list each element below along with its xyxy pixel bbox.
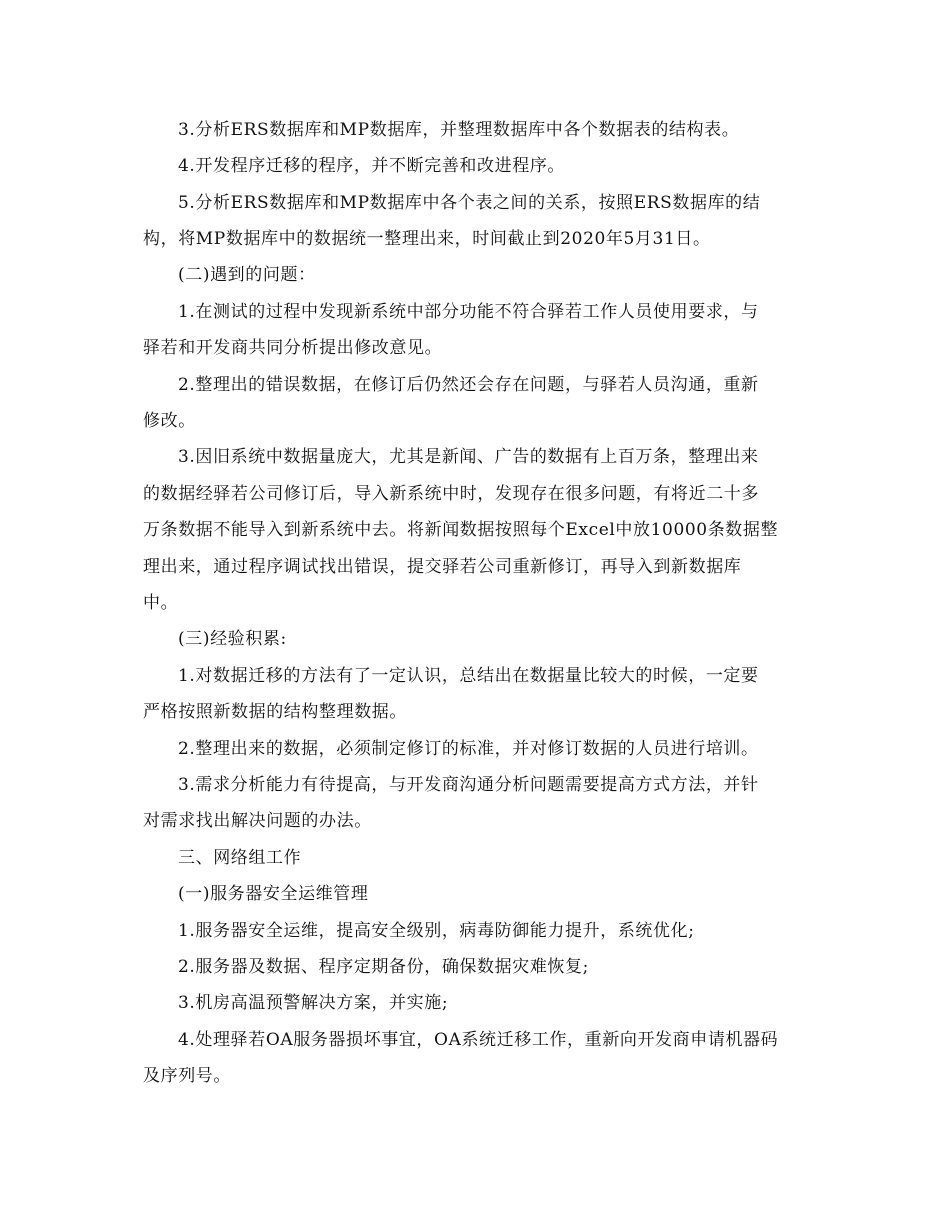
section-heading: (二)遇到的问题：	[178, 265, 316, 285]
paragraph-line: 构，将MP数据库中的数据统一整理出来，时间截止到2020年5月31日。	[143, 229, 711, 249]
paragraph-line: 万条数据不能导入到新系统中去。将新闻数据按照每个Excel中放10000条数据整	[143, 520, 779, 540]
section-heading: 三、网络组工作	[178, 848, 302, 868]
paragraph-line: 中。	[143, 593, 179, 613]
paragraph-line: 4.开发程序迁移的程序，并不断完善和改进程序。	[178, 156, 566, 176]
section-heading: (三)经验积累:	[178, 629, 287, 649]
paragraph-line: 3.因旧系统中数据量庞大，尤其是新闻、广告的数据有上百万条，整理出来	[178, 447, 759, 467]
paragraph-line: 理出来，通过程序调试找出错误，提交驿若公司重新修订，再导入到新数据库	[143, 557, 742, 577]
paragraph-line: 3.需求分析能力有待提高，与开发商沟通分析问题需要提高方式方法，并针	[178, 775, 759, 795]
paragraph-line: 5.分析ERS数据库和MP数据库中各个表之间的关系，按照ERS数据库的结	[178, 193, 761, 213]
paragraph-line: 修改。	[143, 411, 196, 431]
paragraph-line: 1.对数据迁移的方法有了一定认识，总结出在数据量比较大的时候，一定要	[178, 666, 759, 686]
paragraph-line: 3.分析ERS数据库和MP数据库，并整理数据库中各个数据表的结构表。	[178, 120, 740, 140]
paragraph-line: 2.服务器及数据、程序定期备份，确保数据灾难恢复;	[178, 957, 589, 977]
paragraph-line: 对需求找出解决问题的办法。	[143, 811, 372, 831]
section-heading: (一)服务器安全运维管理	[178, 884, 369, 904]
paragraph-line: 2.整理出的错误数据，在修订后仍然还会存在问题，与驿若人员沟通，重新	[178, 375, 759, 395]
paragraph-line: 2.整理出来的数据，必须制定修订的标准，并对修订数据的人员进行培训。	[178, 739, 759, 759]
paragraph-line: 1.在测试的过程中发现新系统中部分功能不符合驿若工作人员使用要求，与	[178, 302, 759, 322]
paragraph-line: 3.机房高温预警解决方案，并实施;	[178, 993, 449, 1013]
paragraph-line: 严格按照新数据的结构整理数据。	[143, 702, 407, 722]
paragraph-line: 的数据经驿若公司修订后，导入新系统中时，发现存在很多问题，有将近二十多	[143, 484, 759, 504]
paragraph-line: 1.服务器安全运维，提高安全级别，病毒防御能力提升，系统优化;	[178, 921, 695, 941]
paragraph-line: 4.处理驿若OA服务器损坏事宜，OA系统迁移工作，重新向开发商申请机器码	[178, 1030, 779, 1050]
paragraph-line: 及序列号。	[143, 1066, 231, 1086]
paragraph-line: 驿若和开发商共同分析提出修改意见。	[143, 338, 443, 358]
